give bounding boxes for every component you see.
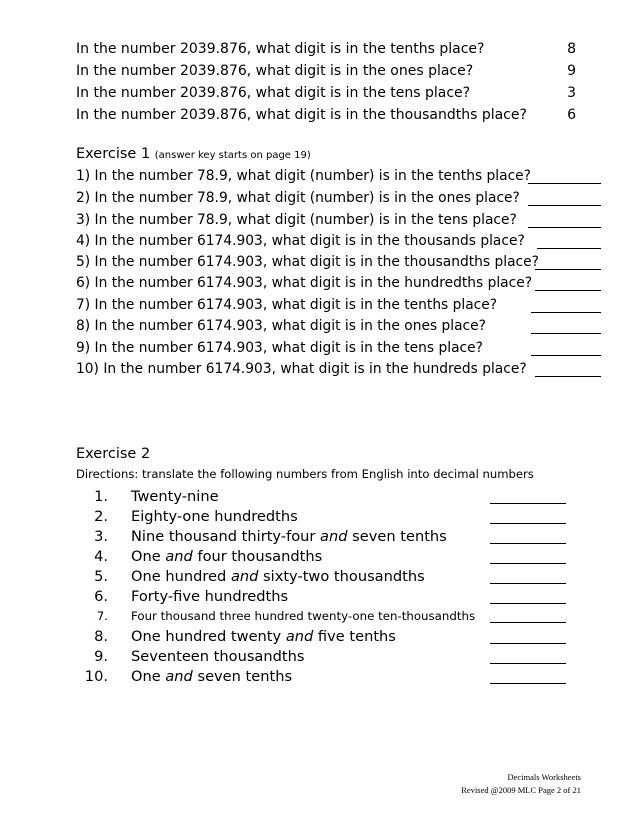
- question-text: 9) In the number 6174.903, what digit is in the tens place?: [76, 340, 483, 356]
- answer-blank[interactable]: [535, 376, 601, 377]
- exercise-2-item: [76, 508, 566, 528]
- example-row: [76, 85, 576, 107]
- answer-blank[interactable]: [490, 583, 566, 584]
- question-text: 4) In the number 6174.903, what digit is in the thousands place?: [76, 233, 525, 249]
- item-text: Forty-five hundredths: [131, 588, 289, 605]
- example-answer: 6: [567, 107, 576, 123]
- answer-blank[interactable]: [490, 663, 566, 664]
- answer-blank[interactable]: [490, 683, 566, 684]
- answer-blank[interactable]: [531, 312, 601, 313]
- example-row: [76, 41, 576, 63]
- exercise-1-question: [76, 168, 601, 190]
- exercise-2-directions: Directions: translate the following numbers from English into decimal numbers: [76, 467, 534, 481]
- footer-title: Decimals Worksheets: [507, 772, 581, 782]
- exercise-1-heading: [76, 146, 311, 162]
- item-number: 7.: [96, 609, 108, 623]
- item-number: 10.: [84, 668, 108, 685]
- item-number: 2.: [94, 508, 108, 525]
- example-answer: 3: [567, 85, 576, 101]
- answer-key-note: (answer key starts on page 19): [154, 150, 311, 161]
- footer-page-info: Revised @2009 MLC Page 2 of 21: [461, 785, 581, 795]
- exercise-1-question: [76, 275, 601, 297]
- exercise-1-question: [76, 233, 601, 255]
- question-text: 3) In the number 78.9, what digit (number) is in the tens place?: [76, 212, 517, 228]
- answer-blank[interactable]: [535, 290, 601, 291]
- item-number: 3.: [94, 528, 108, 545]
- exercise-2-item: [76, 609, 566, 629]
- exercise-1-question: [76, 361, 601, 383]
- item-text: One hundred and sixty-two thousandths: [131, 568, 425, 585]
- exercise-1-question: [76, 190, 601, 212]
- question-text: 6) In the number 6174.903, what digit is in the hundredths place?: [76, 275, 533, 291]
- question-text: 7) In the number 6174.903, what digit is in the tenths place?: [76, 297, 498, 313]
- exercise-1-question: [76, 212, 601, 234]
- item-text: Nine thousand thirty-four and seven tenths: [131, 528, 447, 545]
- exercise-2-item: [76, 528, 566, 548]
- item-number: 6.: [94, 588, 108, 605]
- answer-blank[interactable]: [528, 205, 601, 206]
- question-text: 2) In the number 78.9, what digit (number) is in the ones place?: [76, 190, 520, 206]
- answer-blank[interactable]: [528, 227, 601, 228]
- item-text: Twenty-nine: [131, 488, 219, 505]
- item-number: 5.: [94, 568, 108, 585]
- answer-blank[interactable]: [490, 603, 566, 604]
- example-question: In the number 2039.876, what digit is in the thousandths place?: [76, 107, 527, 123]
- item-number: 1.: [94, 488, 108, 505]
- answer-blank[interactable]: [490, 643, 566, 644]
- exercise-2-item: [76, 648, 566, 668]
- example-row: [76, 63, 576, 85]
- answer-blank[interactable]: [528, 183, 601, 184]
- answer-blank[interactable]: [490, 563, 566, 564]
- exercise-2-title: Exercise 2: [76, 446, 151, 462]
- example-question: In the number 2039.876, what digit is in the ones place?: [76, 63, 474, 79]
- example-answer: 9: [567, 63, 576, 79]
- example-row: [76, 107, 576, 129]
- question-text: 1) In the number 78.9, what digit (number) is in the tenths place?: [76, 168, 531, 184]
- exercise-1-question: [76, 340, 601, 362]
- exercise-2-item: [76, 628, 566, 648]
- answer-blank[interactable]: [490, 503, 566, 504]
- exercise-1-question: [76, 318, 601, 340]
- answer-blank[interactable]: [531, 355, 601, 356]
- example-question: In the number 2039.876, what digit is in the tens place?: [76, 85, 471, 101]
- question-text: 8) In the number 6174.903, what digit is in the ones place?: [76, 318, 486, 334]
- question-text: 5) In the number 6174.903, what digit is in the thousandths place?: [76, 254, 539, 270]
- item-number: 9.: [94, 648, 108, 665]
- exercise-2-item: [76, 488, 566, 508]
- item-number: 4.: [94, 548, 108, 565]
- answer-blank[interactable]: [531, 333, 601, 334]
- exercise-2-item: [76, 588, 566, 608]
- item-number: 8.: [94, 628, 108, 645]
- exercise-2-item: [76, 668, 566, 688]
- example-question: In the number 2039.876, what digit is in the tenths place?: [76, 41, 485, 57]
- answer-blank[interactable]: [490, 543, 566, 544]
- question-text: 10) In the number 6174.903, what digit is in the hundreds place?: [76, 361, 527, 377]
- answer-blank[interactable]: [537, 248, 601, 249]
- exercise-1-title: Exercise 1: [76, 146, 151, 162]
- exercise-2-item: [76, 548, 566, 568]
- item-text: Seventeen thousandths: [131, 648, 305, 665]
- exercise-1-question: [76, 297, 601, 319]
- item-text: Four thousand three hundred twenty-one ten-thousandths: [131, 609, 476, 623]
- item-text: One and seven tenths: [131, 668, 293, 685]
- item-text: One and four thousandths: [131, 548, 323, 565]
- example-answer: 8: [567, 41, 576, 57]
- item-text: Eighty-one hundredths: [131, 508, 298, 525]
- item-text: One hundred twenty and five tenths: [131, 628, 396, 645]
- exercise-1-question: [76, 254, 601, 276]
- exercise-2-item: [76, 568, 566, 588]
- answer-blank[interactable]: [490, 622, 566, 623]
- answer-blank[interactable]: [535, 269, 601, 270]
- answer-blank[interactable]: [490, 523, 566, 524]
